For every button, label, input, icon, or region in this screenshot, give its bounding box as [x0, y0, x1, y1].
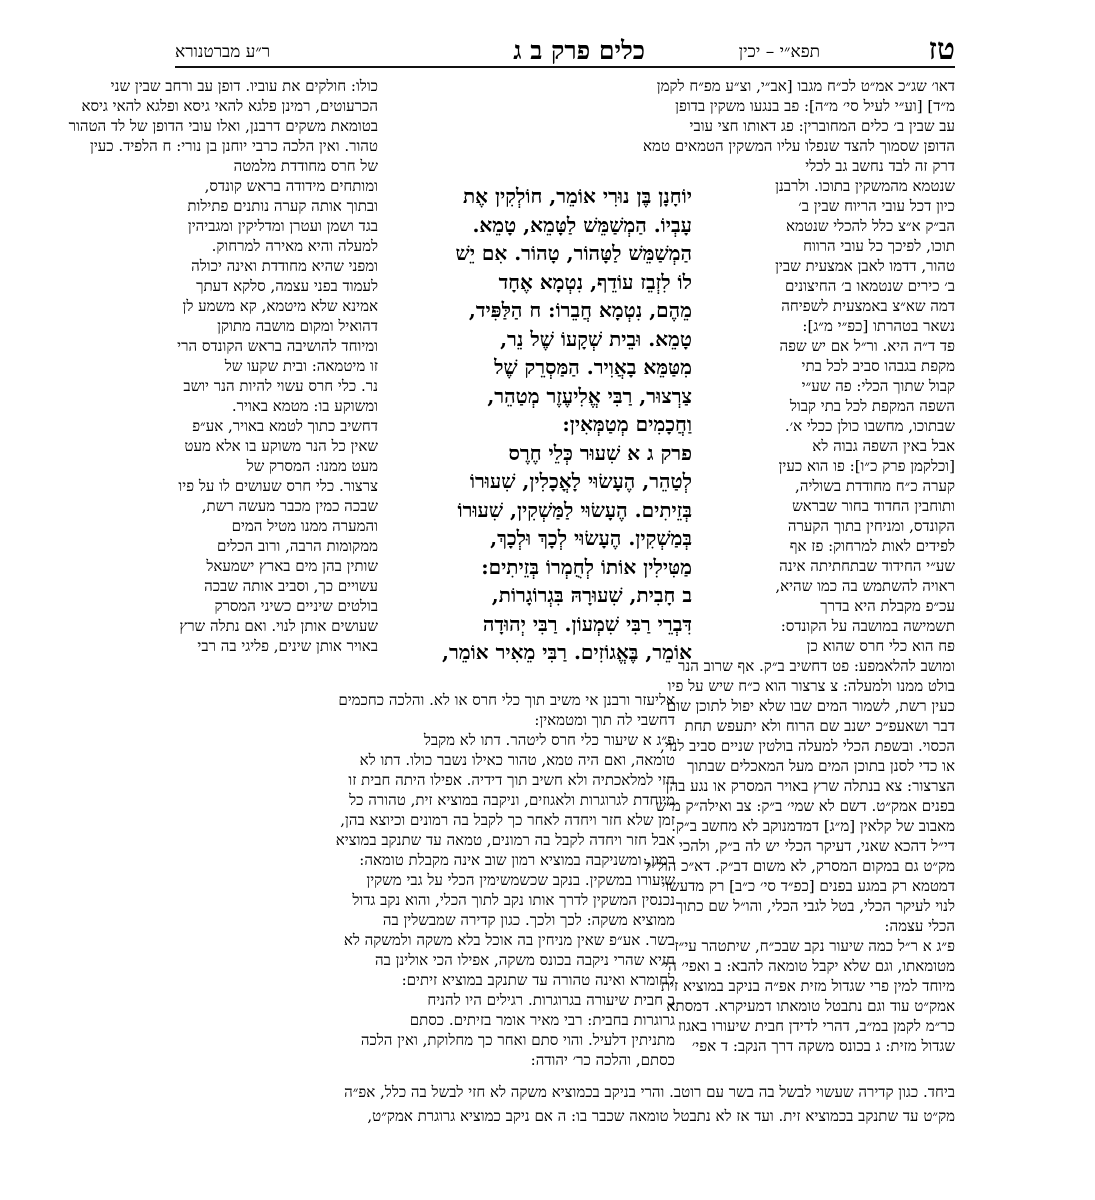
text-line: שעושים אותן לנוי. ואם נתלה שרץ	[179, 617, 378, 635]
text-line: שבתוכו, מחשבו כולן ככלי א׳.	[784, 417, 955, 435]
text-line: מאבוב של קלאין [מ״ג] דמדמנוקב לא מחשב ב״ק.	[671, 817, 955, 835]
text-line: ומושב להלאמפע: פט דחשיב ב״ק. אף שרוב הנר	[678, 657, 955, 675]
text-line: שגדול מזית: ג בכונס משקה דרך הנקב: ד אפי׳	[691, 1037, 955, 1055]
text-line: כר״מ לקמן במ״ב, דהרי לדידן חבית שיעורו באגוז	[677, 1017, 955, 1035]
text-line: אבל באין השפה גבוה לא	[812, 437, 955, 455]
text-line: בְּמַשְׁקִין. הֶעָשׂוּי לְכָךְ וּלְכָךְ,	[490, 526, 692, 550]
text-line: קערה כ״ח מחודדת בשוליה,	[795, 477, 955, 495]
text-line: מתניתין דלעיל. והוי סתם ואחר כך מחלוקת, ואין הלכה	[360, 1031, 675, 1049]
text-line: הקונדס, ומניחין בתוך הקערה	[787, 517, 955, 535]
text-line: יוֹחָנָן בֶּן נוּרִי אוֹמֵר, חוֹלְקִין אֶת	[462, 184, 692, 208]
text-line: הכסוי. ובשפת הכלי למעלה בולטין שניים סביב לנוי,	[659, 737, 955, 755]
text-line: ומפני שהיא מחודדת ואינה יכולה	[191, 257, 378, 275]
text-line: אמק״ט עוד וגם נתבטל טומאתו דמעיקרא. דמסתא	[666, 997, 955, 1015]
text-line: לחומרא ואינה טהורה עד שתנקב במוציא זיתים:	[401, 971, 675, 989]
text-line: בולט ממנו ולמעלה: צ צרצור הוא כ״ח שיש על פיו	[667, 677, 955, 695]
text-line: הדופן שסמוך להצד שנפלו עליו המשקין הטמאים טמא	[643, 137, 955, 155]
text-line: זמן שלא חזר ויחדה לאחר כך לקבל בה רמונים וכיוצא בהן,	[340, 811, 675, 829]
text-line: מקפת בגבהו סביב לכל בתי	[801, 357, 955, 375]
text-line: ותוחבין החדוד בחור שבראש	[792, 497, 955, 515]
right-commentary-column	[643, 76, 955, 1056]
text-line: דבר ושאעפ״כ ישנב שם הרוח ולא יתעפש תחת	[684, 717, 955, 735]
text-line: כסתם, והלכה כר׳ יהודה:	[530, 1051, 675, 1069]
left-commentary-column	[68, 76, 378, 656]
text-line: למעלה והיא מאירה למרחוק.	[211, 237, 378, 255]
commentary-name-left: ר״ע מברטנורא	[175, 42, 271, 62]
text-line: כיון דכל עובי הריוח שבין ב׳	[798, 197, 955, 215]
text-line: גרוגרות בחבית: רבי מאיר אומר בזיתים. כסתם	[409, 1011, 675, 1029]
text-line: בטומאת משקים דרבנן, ואלו עובי הדופן של לד הטהור	[68, 117, 378, 135]
text-line: נר. כלי חרס עשוי להיות הנר יושב	[183, 377, 378, 395]
text-line: דמטמא רק במגע בפנים [כפ״ד סי׳ כ״ב] רק מדעשוי	[661, 877, 955, 895]
text-line: דחשיב כתוך לטמא באויר, אע״פ	[192, 417, 378, 435]
text-line: מק״ט גם במקום המסרק, לא משום דב״ק. דא״כ הול״ל	[644, 857, 955, 875]
text-line: רמון, ומשניקבה במוציא רמון שוב אינה מקבלת טומאה:	[359, 851, 675, 869]
header-rule	[175, 66, 955, 68]
text-line: עכ״פ מקבלת היא בדרך	[820, 597, 955, 615]
text-line: מיוחד למין פרי שגדול מזית אפ״ה בניקב במוציא זית	[660, 977, 955, 995]
text-line: לנוי לעיקר הכלי, בטל לגבי הכלי, והו״ל שם כתוך	[675, 897, 955, 915]
text-line: שנטמא מהמשקין בתוכו. ולרבנן	[775, 177, 955, 195]
text-line: עשויים כך, וסביב אותה שבכה	[204, 577, 378, 595]
text-line: באויר אותן שינים, פליגי בה רבי	[197, 637, 378, 655]
text-line: מ״ד] [וע״י לעיל סי׳ מ״ה]: פב בנגעו משקין בדופן	[675, 97, 955, 115]
text-line: דאו׳ שג״כ אמ״ט לכ״ח מגבו [אב״י, וצ״ע מפ״ח לקמן	[656, 77, 955, 95]
text-line: בגד ושמן ועטרן ומדליקין ומגביהין	[187, 217, 378, 235]
text-line: פד ד״ה היא. ור״ל אם יש שפה	[779, 337, 955, 355]
text-line: ומשוקע בו: מטמא באויר.	[231, 397, 378, 415]
text-line: ומיוחד להושיבה בראש הקונדס הרי	[177, 337, 378, 355]
text-line: לפידים לאות למרחוק: פז אף	[789, 537, 955, 555]
text-line: מַטִּילִין אוֹתוֹ לְחֻמְרוֹ בְּזֵיתִים:	[481, 554, 692, 579]
text-line: טומאה, ואם היה טמא, טהור כאילו נשבר כולו. דתו לא	[359, 751, 675, 769]
text-line: מעט ממנו: המסרק של	[246, 457, 378, 475]
text-line: מיוחדת לגרוגרות ולאגוזים, וניקבה במוציא זית, טהורה כל	[349, 791, 675, 809]
text-line: כעין רשת, לשמור המים שבו שלא יפול לתוכן שום	[666, 697, 955, 715]
text-line: דהואיל ומקום מושבה מתוקן	[217, 317, 378, 335]
text-line: אליעזר ורבנן אי משיב תוך כלי חרס או לא. והלכה כחכמים	[338, 691, 675, 709]
text-line: טָמֵא. וּבֵית שְׁקָעוֹ שֶׁל נֵר,	[500, 326, 692, 351]
text-line: דחשבי לה תוך ומטמאין:	[534, 711, 675, 729]
text-line: חזיא שהרי ניקבה בכונס משקה, אפילו הכי אולינן בה	[374, 951, 675, 969]
text-line: [וכלקמן פרק כ״ו]: פו הוא כעין	[778, 457, 955, 475]
text-line: או כדי לסנן בתוכן המים מעל המאכלים שבתוך	[687, 757, 955, 775]
commentary-name-right: תפא״י – יכין	[738, 42, 820, 62]
text-line: צַרְצוּר, רַבִּי אֱלִיעֶזֶר מְטַהֵר,	[487, 383, 692, 408]
text-line: טהור, דדמו לאבן אמצעית שבין	[775, 257, 955, 275]
text-line: שבכה כמין מכבר מעשה רשת,	[201, 497, 378, 515]
text-line: חזי למלאכתיה ולא חשיב תוך דידיה. אפילו היתה חבית זו	[348, 771, 675, 789]
text-line: צרצור. כלי חרס שעושים לו על פיו	[178, 477, 378, 495]
text-line: הכרעוטים, רמינן פלגא להאי גיסא ופלגא להאי גיסא	[81, 97, 378, 115]
text-line: פרק ג א שִׁעוּר כְּלֵי חֶרֶס	[508, 440, 692, 465]
text-line: לוֹ לִזְבֵז עוֹדֵף, נִטְמָא אֶחָד	[498, 269, 692, 294]
text-line: אוֹמֵר, בֶּאֱגוֹזִים. רַבִּי מֵאִיר אוֹמֵר,	[442, 640, 692, 664]
text-line: אבל חזר ויחדה לקבל בה רמונים, טמאה עד שתנקב במוציא	[335, 831, 675, 849]
text-line: ביחד. כגון קדירה שעשוי לבשל בה בשר עם רוטב. והרי בניקב בכמוציא משקה לא חזי לבשל בה כלל, אפ״ה	[344, 1083, 955, 1101]
text-line: שאין כל הנר משוקע בו אלא מעט	[184, 437, 378, 455]
text-line: בפנים אמק״ט. דשם לא שמי׳ ב״ק: צב ואילה״ק מ״ש	[655, 797, 955, 815]
text-line: לְטַהֵר, הֶעָשׂוּי לָאֳכָלִין, שִׁעוּרוֹ	[469, 469, 692, 493]
text-line: והמערה ממנו מטיל המים	[231, 517, 378, 535]
text-line: כולו: חולקים את עוביו. דופן עב ורחב שבין שני	[110, 77, 378, 95]
mishna-text	[392, 182, 692, 667]
text-line: מטומאתו, וגם שלא יקבל טומאה להבא: ב ואפי׳ הי׳	[660, 957, 955, 975]
text-line: נשאר בטהרתו [כפ״י מ״ג]:	[802, 317, 955, 335]
tractate-title: כלים פרק ב ג	[513, 36, 645, 65]
text-line: הכלי עצמה:	[884, 917, 955, 935]
text-line: הצרצור: צא בנתלה שרץ באויר המסרק או נגע בהן	[665, 777, 955, 795]
text-line: ראויה להשתמש בה כמו שהיא,	[775, 577, 955, 595]
text-line: פ״ג א ר״ל כמה שיעור נקב שבכ״ח, שיתטהר עי״ז	[674, 937, 955, 955]
text-line: די״ל דהכא שאני, דעיקר הכלי יש לה ב״ק, ולהכי	[679, 837, 955, 855]
text-line: מֵהֶם, נִטְמָא חֲבֵרוֹ: ח הַלַּפִּיד,	[468, 298, 692, 322]
text-line: פ״ג א שיעור כלי חרס ליטהר. דתו לא מקבל	[423, 731, 675, 749]
text-line: לעמוד בפני עצמה, סלקא דעתך	[196, 277, 378, 295]
left-commentary-wide	[175, 690, 675, 1070]
text-line: ב׳ כירים שנטמאו ב׳ החיצונים	[785, 277, 955, 295]
text-line: של חרס מחודדת מלמטה	[233, 157, 378, 175]
text-line: בשר. אע״פ שאין מניחין בה אוכל בלא משקה ולמשקה לא	[343, 931, 675, 949]
text-line: ממקומות הרבה, ורוב הכלים	[217, 537, 378, 555]
text-line: זו מיטמאה: ובית שקעו של	[224, 357, 378, 375]
text-line: טהור. ואין הלכה כרבי יוחנן בן נורי: ח הלפיד. כעין	[90, 137, 378, 155]
text-line: השפה המקפת לכל בתי קבול	[789, 397, 955, 415]
text-line: עב שבין ב׳ כלים המחוברין: פג דאותו חצי עובי	[689, 117, 955, 135]
text-line: נכנסין המשקין לדרך אותו נקב לתוך הכלי, והוא נקב גדול	[352, 891, 675, 909]
text-line: ובתוך אותה קערה נותנים פתילות	[187, 197, 378, 215]
page-number: טז	[928, 32, 955, 67]
text-line: הב״ק א״צ כלל להכלי שנטמא	[786, 217, 955, 235]
text-line: אמינא שלא מיטמא, קא משמע לן	[182, 297, 378, 315]
text-line: תשמישה במושבה על הקונדס:	[780, 617, 955, 635]
text-line: בולטים שיניים כשיני המסרק	[214, 597, 378, 615]
text-line: ומותחים מידודה בראש קונדס,	[204, 177, 378, 195]
text-line: שע״י החידוד שבתחתיתה אינה	[779, 557, 955, 575]
text-line: תוכו, לפיכך כל עובי הרווח	[803, 237, 955, 255]
bottom-commentary	[175, 1080, 955, 1128]
text-line: עָבְיוֹ. הַמְשַׁמֵּשׁ לַטָּמֵא, טָמֵא.	[472, 212, 692, 237]
text-line: דִּבְרֵי רַבִּי שִׁמְעוֹן. רַבִּי יְהוּדָה	[482, 611, 692, 636]
text-line: מק״ט עד שתנקב בכמוציא זית. ועד אז לא נתבטל טומאה שכבר בו: ה אם ניקב כמוציא גרוגרת אמק״ט,	[367, 1107, 955, 1125]
text-line: פח הוא כלי חרס שהוא כן	[806, 637, 955, 655]
text-line: מִטַּמֵּא בָאֲוִיר. הַמַּסְרֵק שֶׁל	[494, 355, 692, 379]
text-line: בְּזֵיתִים. הֶעָשׂוּי לַמַּשְׁקִין, שִׁעוּרוֹ	[457, 497, 692, 522]
text-line: דמה שא״צ באמצעית לשפיחה	[781, 297, 955, 315]
text-line: ב חבית שיעורה בגרוגרות. רגילים היו להניח	[427, 991, 675, 1009]
text-line: וַחֲכָמִים מְטַמְּאִין:	[562, 412, 692, 436]
text-line: שיעורו במשקין. בנקב שכשמשימין הכלי על גבי משקין	[366, 871, 675, 889]
text-line: ממוציא משקה: לכך ולכך. כגון קדירה שמבשלין בה	[382, 911, 675, 929]
text-line: קבול שתוך הכלי: פה שע״י	[801, 377, 955, 395]
text-line: דרק זה לבד נחשב גב לכלי	[805, 157, 955, 175]
text-line: שותין בהן מים בארץ ישמעאל	[206, 557, 378, 575]
text-line: ב חָבִית, שִׁעוּרָהּ בִּגְרוֹגָרוֹת,	[491, 583, 692, 607]
text-line: הַמְשַׁמֵּשׁ לַטָּהוֹר, טָהוֹר. אִם יֵשׁ	[455, 241, 692, 265]
page-header	[175, 32, 955, 80]
